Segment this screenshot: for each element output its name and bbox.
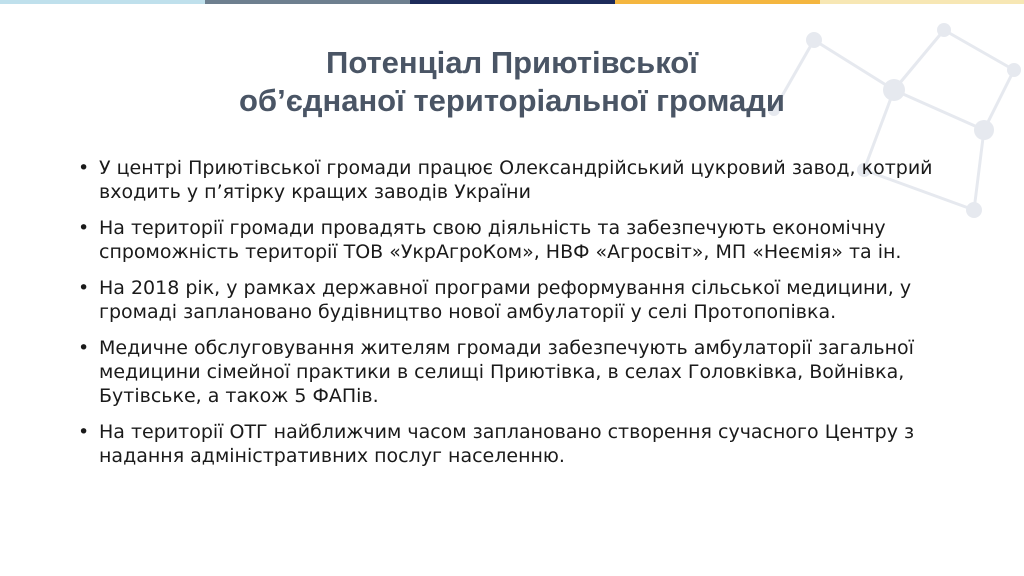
bullet-text: У центрі Приютівської громади працює Олександрійський цукровий завод, котрий входить у п’ятірку кращих заводів України: [99, 157, 933, 203]
top-bar-segment: [205, 0, 410, 4]
slide-title-line-2: об’єднаної територіальної громади: [239, 83, 785, 118]
bullet-text: Медичне обслуговування жителям громади забезпечують амбулаторії загальної медицини сімейної практики в селищі Приютівка, в селах Головківка, Войнівка, Бутівське, а також 5 ФАПів.: [99, 337, 914, 407]
bullet-dot: •: [78, 217, 90, 239]
slide-title-line-1: Потенціал Приютівської: [326, 45, 698, 80]
bullet-dot: •: [78, 421, 90, 443]
slide-title: [0, 44, 1024, 120]
bullet-list: [78, 156, 958, 480]
bullet-text: На 2018 рік, у рамках державної програми реформування сільської медицини, у громаді заплановано будівництво нової амбулаторії у селі Протопопівка.: [99, 277, 912, 323]
top-bar-segment: [0, 0, 205, 4]
bullet-item: [78, 276, 958, 324]
top-bar-segment: [410, 0, 615, 4]
bullet-dot: •: [78, 157, 90, 179]
bullet-dot: •: [78, 277, 90, 299]
bullet-item: [78, 336, 958, 408]
bullet-dot: •: [78, 337, 90, 359]
bullet-item: [78, 216, 958, 264]
bullet-text: На території ОТГ найближчим часом заплановано створення сучасного Центру з надання адміністративних послуг населенню.: [99, 421, 915, 467]
bullet-text: На території громади провадять свою діяльність та забезпечують економічну спроможність території ТОВ «УкрАгроКом», НВФ «Агросвіт», МП «Неємія» та ін.: [99, 217, 902, 263]
bullet-item: [78, 420, 958, 468]
bullet-item: [78, 156, 958, 204]
